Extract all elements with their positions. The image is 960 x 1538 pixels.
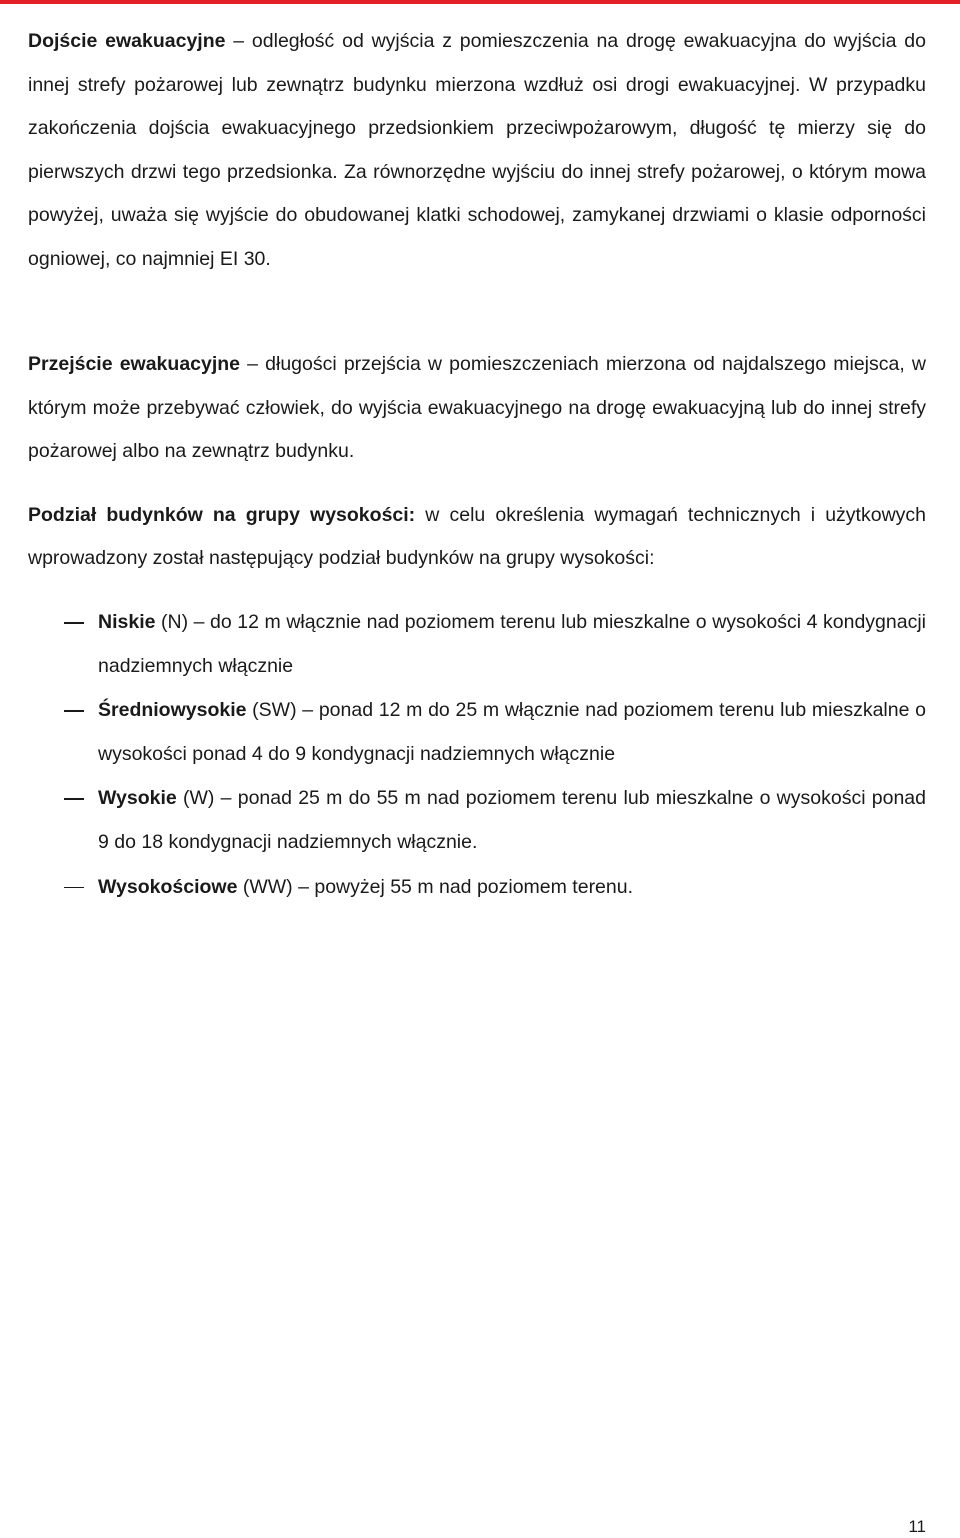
definition-text-evacuation-access: odległość od wyjścia z pomieszczenia na drogę ewakuacyjna do wyjścia do innej strefy pożarowej lub zewnątrz budynku mierzona wzdłuż osi drogi ewakuacyjnej. W przypadku zakończenia dojścia ewakuacyjnego przedsionkiem przeciwpożarowym, długość tę mierzy się do pierwszych drzwi tego przedsionka. Za równorzędne wyjściu do innej strefy pożarowej, o którym mowa powyżej, uważa się wyjście do obudowanej klatki schodowej, zamykanej drzwiami o klasie odporności ogniowej, co najmniej EI 30. xyxy=(28,30,926,270)
group-description: (N) – do 12 m włącznie nad poziomem terenu lub mieszkalne o wysokości 4 kondygnacji nadziemnych włącznie xyxy=(98,610,926,677)
dash-bullet-icon xyxy=(64,887,84,889)
group-name: Średniowysokie xyxy=(98,699,247,722)
group-description: (W) – ponad 25 m do 55 m nad poziomem terenu lub mieszkalne o wysokości ponad 9 do 18 kondygnacji nadziemnych włącznie. xyxy=(98,787,926,853)
list-item xyxy=(28,601,926,688)
term-evacuation-access: Dojście ewakuacyjne xyxy=(28,30,226,52)
document-page xyxy=(28,20,926,910)
group-name: Niskie xyxy=(98,610,156,633)
term-evacuation-passage: Przejście ewakuacyjne xyxy=(28,353,241,375)
group-name: Wysokościowe xyxy=(98,875,238,898)
definition-evacuation-access xyxy=(28,20,926,324)
page-number: 11 xyxy=(908,1517,926,1536)
header-rule xyxy=(0,0,960,4)
term-separator: – xyxy=(240,353,266,375)
definition-text-height-groups: w celu określenia wymagań technicznych i użytkowych wprowadzony został następujący podział budynków na grupy wysokości: xyxy=(28,503,926,570)
term-separator xyxy=(415,504,425,526)
height-groups-list xyxy=(28,601,926,909)
list-item xyxy=(28,777,926,864)
dash-bullet-icon xyxy=(64,798,84,800)
term-separator: – xyxy=(225,30,252,52)
dash-bullet-icon xyxy=(64,710,84,712)
definition-evacuation-passage xyxy=(28,343,926,474)
group-name: Wysokie xyxy=(98,787,177,810)
group-description: (WW) – powyżej 55 m nad poziomem terenu. xyxy=(237,875,634,898)
definition-text-evacuation-passage: długości przejścia w pomieszczeniach mierzona od najdalszego miejsca, w którym może przebywać człowiek, do wyjścia ewakuacyjnego na drogę ewakuacyjną lub do innej strefy pożarowej albo na zewnątrz budynku. xyxy=(28,353,926,463)
definition-height-groups xyxy=(28,494,926,581)
term-height-groups: Podział budynków na grupy wysokości: xyxy=(28,503,416,526)
list-item xyxy=(28,866,926,910)
group-description: (SW) – ponad 12 m do 25 m włącznie nad poziomem terenu lub mieszkalne o wysokości ponad 4 do 9 kondygnacji nadziemnych włącznie xyxy=(98,699,926,765)
list-item xyxy=(28,689,926,776)
dash-bullet-icon xyxy=(64,622,84,624)
